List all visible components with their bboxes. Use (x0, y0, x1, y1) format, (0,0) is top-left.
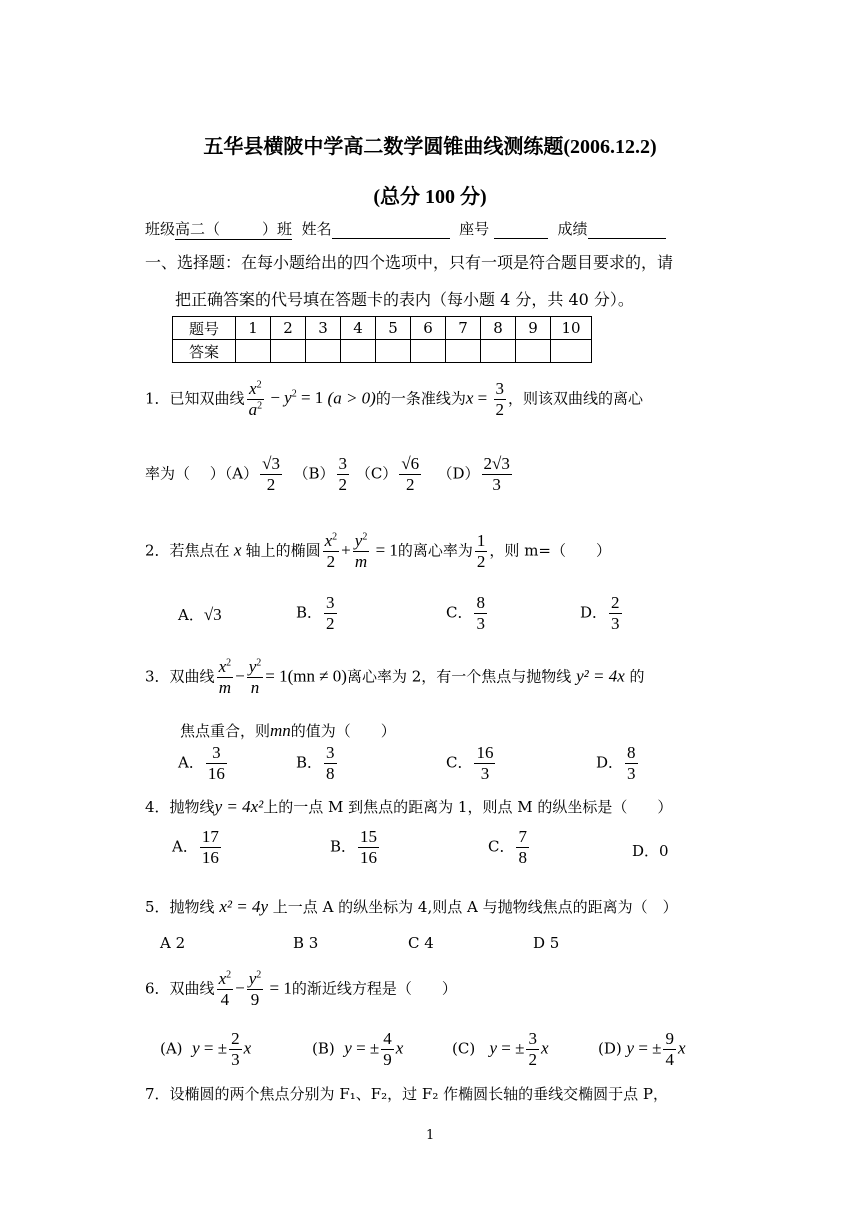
row-label-number: 题号 (173, 317, 236, 340)
question-2-line1: 2．若焦点在 x 轴上的椭圆 $\frac{x^2}{2}$ + $\frac{y^2}{m}$ = 1的离心率为 $\frac{1}{2}$ ，则 m=（ ） (145, 531, 611, 571)
option-a-label: A． (178, 606, 204, 624)
document-subtitle: (总分 100 分) (373, 186, 487, 208)
question-number-cell: 7 (446, 317, 481, 340)
q3-text1: 双曲线 (169, 667, 215, 686)
table-row-answers (173, 340, 592, 363)
page-number: 1 (426, 1128, 435, 1143)
fraction: $\frac{x^2}{m}$ (218, 657, 232, 697)
question-number: 2． (145, 541, 170, 560)
score-field[interactable] (588, 220, 666, 239)
option-b-label: B． (330, 837, 357, 856)
question-number-cell: 10 (551, 317, 592, 340)
question-1-options (145, 455, 514, 494)
q4-text1: 抛物线 (169, 798, 215, 816)
q5-option-c: C 4 (408, 934, 434, 952)
fraction: $\frac{3}{2}$ (495, 379, 504, 419)
answer-cell[interactable] (236, 340, 271, 363)
q4-option-c (488, 828, 531, 867)
q4-option-b (330, 828, 381, 867)
question-number: 3． (145, 667, 170, 686)
name-label: 姓名 (301, 220, 332, 238)
name-field[interactable] (332, 220, 450, 239)
option-c-label: C． (488, 837, 515, 856)
fraction: $\frac{15}{16}$ (360, 827, 378, 867)
q4-equation: y = 4x² (214, 797, 264, 816)
option-d-label: D． (580, 603, 608, 622)
option-c-label: C． (446, 753, 473, 772)
question-4-line1 (145, 796, 672, 817)
q2-option-d (580, 594, 624, 633)
answer-card (172, 316, 592, 363)
fraction: $\frac{x^2}{2}$ (324, 531, 338, 571)
row-label-answer: 答案 (173, 340, 236, 363)
question-number: 4． (145, 798, 170, 816)
option-d-label: (D) (598, 1039, 622, 1058)
section-heading: 一、选择题：在每小题给出的四个选项中，只有一项是符合题目要求的，请 (145, 253, 674, 272)
q3-text2: 离心率为 2，有一个焦点与抛物线 (346, 667, 572, 686)
fraction: $\frac{2}{3}$ (611, 593, 620, 633)
option-b-label: （B） (293, 464, 335, 483)
q3-equation: y² = 4x (576, 666, 625, 686)
q3-text3: 的 (629, 667, 645, 686)
q5-option-a: A 2 (160, 934, 186, 952)
question-number: 6． (145, 979, 170, 998)
fraction: $\frac{9}{4}$ (665, 1029, 674, 1069)
q1-text4: 率为（ ） (145, 464, 225, 483)
question-number-cell: 4 (341, 317, 376, 340)
question-number-cell: 8 (481, 317, 516, 340)
option-c-label: （C） (355, 464, 398, 483)
document-title: 五华县横陂中学高二数学圆锥曲线测练题(2006.12.2) (203, 136, 657, 158)
q2-text4: ，则 m=（ ） (489, 541, 611, 560)
fraction: $\frac{√6}{2}$ (401, 454, 420, 494)
q3-option-a (178, 744, 229, 783)
q4-option-a (172, 828, 223, 867)
q6-option-c: (C) y = ± $\frac{3}{2}$ x (452, 1029, 549, 1069)
fraction: $\frac{y^2}{m}$ (354, 531, 368, 571)
q1-text2: 的一条准线为 (375, 389, 466, 408)
q2-option-b (296, 594, 339, 633)
q6-text1: 双曲线 (169, 979, 215, 998)
fraction: $\frac{7}{8}$ (518, 827, 527, 867)
answer-cell[interactable] (551, 340, 592, 363)
fraction: $\frac{y^2}{n}$ (248, 657, 262, 697)
seat-field[interactable] (494, 220, 548, 239)
q1-text1: 已知双曲线 (169, 389, 245, 408)
question-number: 1． (145, 389, 170, 408)
fraction: $\frac{3}{2}$ (326, 593, 335, 633)
q2-text1: 若焦点在 (169, 541, 230, 560)
q1-text3: ，则该双曲线的离心 (508, 389, 644, 408)
q2-option-c (446, 594, 489, 633)
q6-option-a: (A) y = ± $\frac{2}{3}$ x (160, 1029, 252, 1069)
q4-text2: 上的一点 M 到焦点的距离为 1，则点 M 的纵坐标是（ ） (263, 798, 673, 816)
answer-cell[interactable] (376, 340, 411, 363)
fraction: $\frac{y^2}{9}$ (248, 969, 262, 1009)
q1-condition: (a > 0) (327, 388, 376, 408)
question-number-cell: 5 (376, 317, 411, 340)
option-a-label: A． (172, 837, 198, 856)
answer-cell[interactable] (306, 340, 341, 363)
q6-text2: 的渐近线方程是（ ） (291, 979, 457, 998)
option-a-label: A． (178, 753, 204, 772)
question-6-line1: 6．双曲线 $\frac{x^2}{4}$ − $\frac{y^2}{9}$ = 1的渐近线方程是（ ） (145, 969, 457, 1009)
question-3-line2 (180, 720, 396, 741)
q3-option-c (446, 744, 497, 783)
q2-option-a: A．√3 (178, 605, 222, 624)
answer-cell[interactable] (446, 340, 481, 363)
fraction: $\frac{x^2}{a^2}$ (248, 379, 263, 419)
question-1-line1: 1．已知双曲线 $\frac{x^2}{a^2}$ − $y^2 = 1$ (a > 0)的一条准线为x = $\frac{3}{2}$ ，则该双曲线的离心 (145, 379, 644, 419)
q6-option-d: (D) y = ± $\frac{9}{4}$ x (598, 1029, 686, 1069)
fraction: $\frac{3}{2}$ (528, 1029, 537, 1069)
option-c-label: (C) (452, 1039, 476, 1058)
option-b-label: (B) (312, 1039, 335, 1058)
score-label: 成绩 (557, 220, 588, 238)
section-heading-line2: 把正确答案的代号填在答题卡的表内（每小题 4 分，共 40 分）。 (175, 290, 634, 309)
q5-text1: 抛物线 (169, 898, 215, 916)
answer-cell[interactable] (481, 340, 516, 363)
option-b-label: B． (296, 753, 323, 772)
q7-text: 设椭圆的两个焦点分别为 F₁、F₂，过 F₂ 作椭圆长轴的垂线交椭圆于点 P， (169, 1085, 668, 1103)
q5-equation: x² = 4y (219, 897, 269, 916)
fraction: $\frac{x^2}{4}$ (218, 969, 232, 1009)
question-number: 7． (145, 1085, 170, 1103)
q5-text2: 上一点 A 的纵坐标为 4,则点 A 与抛物线焦点的距离为（ ） (272, 898, 678, 916)
q4-option-d: D．0 (632, 842, 669, 860)
q3-option-d (596, 744, 640, 783)
q3-option-b (296, 744, 339, 783)
question-number-cell: 3 (306, 317, 341, 340)
answer-table (172, 316, 592, 363)
fraction: $\frac{3}{2}$ (338, 454, 348, 494)
q3-text4: 焦点重合，则 (180, 722, 271, 740)
answer-cell[interactable] (271, 340, 306, 363)
fraction: $\frac{√3}{2}$ (262, 454, 280, 494)
student-info-line (145, 218, 666, 240)
question-5-line1 (145, 896, 678, 917)
option-d-label: （D） (437, 464, 480, 483)
option-b-label: B． (296, 603, 323, 622)
class-label: 班级 (145, 220, 176, 238)
fraction: $\frac{1}{2}$ (476, 531, 486, 571)
q3-text5: 的值为（ ） (290, 722, 396, 740)
option-d-label: D． (596, 753, 624, 772)
fraction: $\frac{2√3}{3}$ (483, 454, 510, 494)
option-c-label: C． (446, 603, 473, 622)
answer-cell[interactable] (341, 340, 376, 363)
q6-option-b: (B) y = ± $\frac{4}{9}$ x (312, 1029, 404, 1069)
question-7-line1 (145, 1083, 668, 1104)
question-number-cell: 9 (516, 317, 551, 340)
question-number-cell: 1 (236, 317, 271, 340)
q3-condition: = 1(mn ≠ 0) (265, 666, 347, 686)
fraction: $\frac{3}{16}$ (207, 743, 225, 783)
q3-mn: mn (270, 721, 291, 740)
q5-option-b: B 3 (293, 934, 319, 952)
seat-label: 座号 (459, 220, 490, 238)
answer-cell[interactable] (411, 340, 446, 363)
q2-text3: 的离心率为 (397, 541, 473, 560)
option-a-label: (A) (160, 1039, 183, 1058)
question-number-cell: 6 (411, 317, 446, 340)
fraction: $\frac{17}{16}$ (201, 827, 219, 867)
answer-cell[interactable] (516, 340, 551, 363)
question-3-line1: 3．双曲线 $\frac{x^2}{m}$ − $\frac{y^2}{n}$ = 1(mn ≠ 0)离心率为 2，有一个焦点与抛物线 y² = 4x 的 (145, 657, 645, 697)
question-number-cell: 2 (271, 317, 306, 340)
question-number: 5． (145, 898, 170, 916)
fraction: $\frac{8}{3}$ (627, 743, 636, 783)
fraction: $\frac{16}{3}$ (476, 743, 494, 783)
fraction: $\frac{4}{9}$ (383, 1029, 392, 1069)
fraction: $\frac{8}{3}$ (476, 593, 485, 633)
class-field[interactable]: 高二（ ）班 (175, 220, 293, 238)
fraction: $\frac{3}{8}$ (326, 743, 335, 783)
q5-option-d: D 5 (533, 934, 560, 952)
table-row-numbers (173, 317, 592, 340)
option-a-label: （A） (224, 464, 259, 483)
fraction: $\frac{2}{3}$ (231, 1029, 240, 1069)
q2-text2: 轴上的椭圆 (245, 541, 321, 560)
